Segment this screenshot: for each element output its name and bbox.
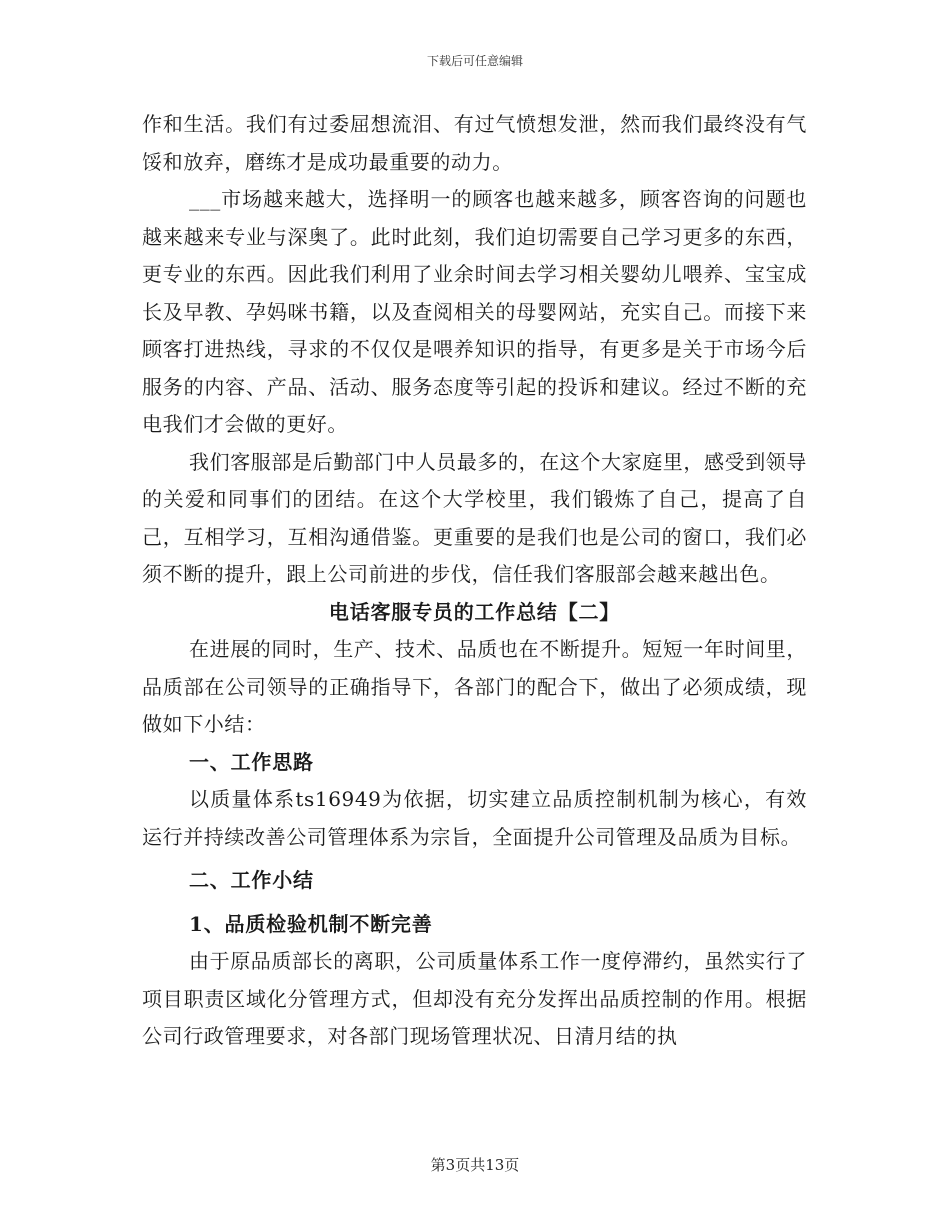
- section-title: 电话客服专员的工作总结【二】: [328, 599, 621, 624]
- paragraph-2: ___市场越来越大，选择明一的顾客也越来越多，顾客咨询的问题也越来越来专业与深奥了。此时此刻，我们迫切需要自己学习更多的东西，更专业的东西。因此我们利用了业余时间去学习相关婴幼儿喂养、宝宝成长及早教、孕妈咪书籍，以及查阅相关的母婴网站，充实自己。而接下来顾客打进热线，寻求的不仅仅是喂养知识的指导，有更多是关于市场今后服务的内容、产品、活动、服务态度等引起的投诉和建议。经过不断的充电我们才会做的更好。: [142, 187, 807, 436]
- page-indicator: 第3页共13页: [430, 1156, 520, 1174]
- paragraph-3: 我们客服部是后勤部门中人员最多的，在这个大家庭里，感受到领导的关爱和同事们的团结。在这个大学校里，我们锻炼了自己，提高了自己，互相学习，互相沟通借鉴。更重要的是我们也是公司的窗口，我们必须不断的提升，跟上公司前进的步伐，信任我们客服部会越来越出色。: [142, 449, 807, 586]
- paragraph-1: 作和生活。我们有过委屈想流泪、有过气愤想发泄，然而我们最终没有气馁和放弃，磨练才是成功最重要的动力。: [142, 112, 807, 174]
- paragraph-5: 以质量体系ts16949为依据，切实建立品质控制机制为核心，有效运行并持续改善公司管理体系为宗旨，全面提升公司管理及品质为目标。: [142, 787, 807, 849]
- heading-work-summary: 二、工作小结: [189, 868, 314, 892]
- heading-quality-inspection: 1、品质检验机制不断完善: [189, 911, 433, 936]
- heading-work-approach: 一、工作思路: [189, 749, 314, 774]
- header-note: 下载后可任意编辑: [426, 54, 523, 68]
- paragraph-4: 在进展的同时，生产、技术、品质也在不断提升。短短一年时间里，品质部在公司领导的正确指导下，各部门的配合下，做出了必须成绩，现做如下小结：: [142, 637, 807, 736]
- document-body: [142, 106, 807, 1056]
- paragraph-6: 由于原品质部长的离职，公司质量体系工作一度停滞约，虽然实行了项目职责区域化分管理方式，但却没有充分发挥出品质控制的作用。根据公司行政管理要求，对各部门现场管理状况、日清月结的执: [142, 949, 807, 1048]
